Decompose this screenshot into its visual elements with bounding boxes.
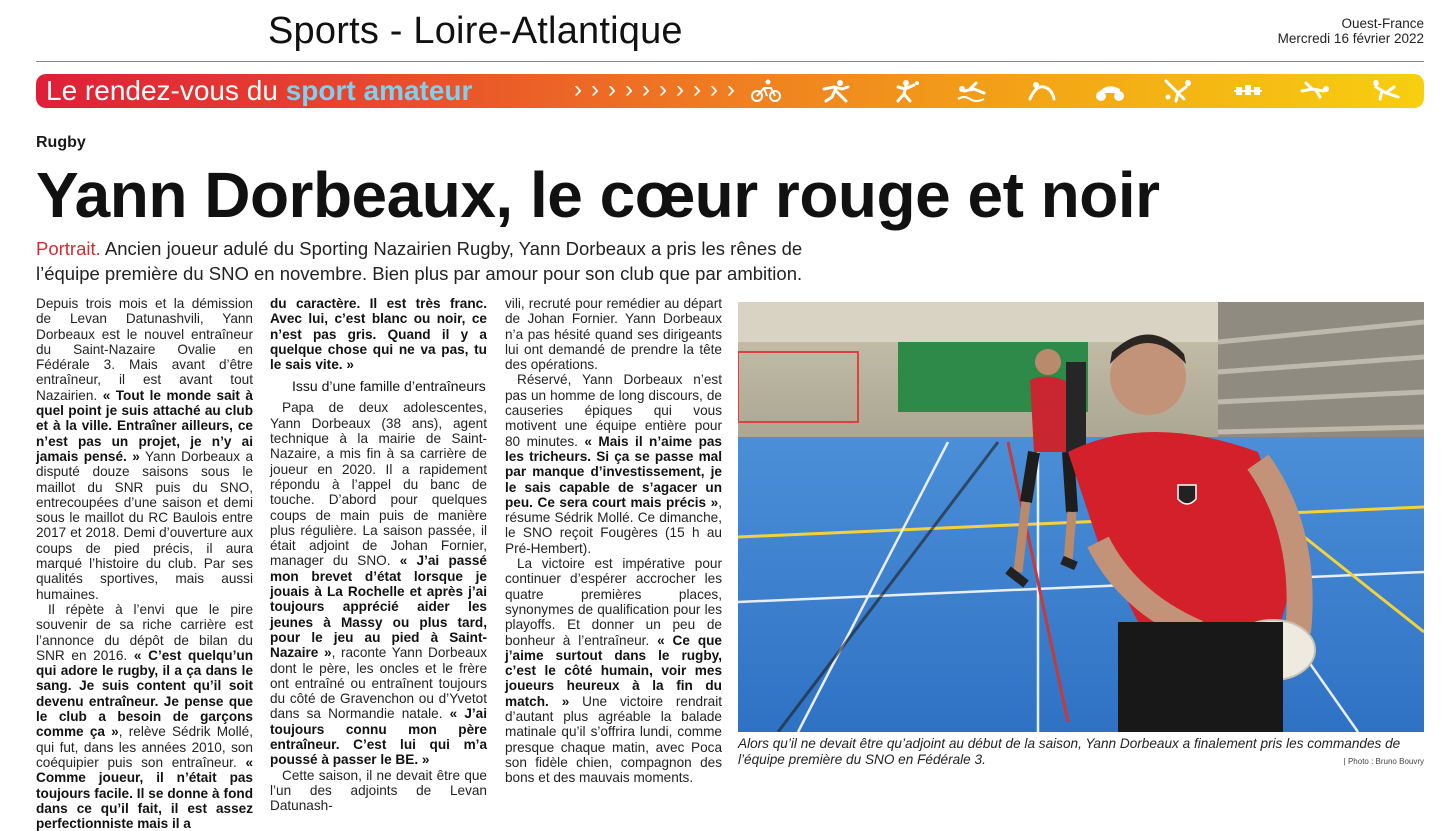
paragraph: Depuis trois mois et la démission de Levan Datunashvili, Yann Dorbeaux est le nouvel entraîneur du Saint-Nazaire Ovalie en Fédérale 3. Mais avant d’être entraîneur, il est avant tout Nazairien. « Tout le monde sait à quel point je suis attaché au club et à la ville. Entraîner ailleurs, ce n’est pas un projet, je n’y ai jamais pensé. » Yann Dorbeaux a disputé douze saisons sous le maillot du SNR puis du SNO, entrecoupées d’une saison et demi sous le maillot du RC Baulois entre 2017 et 2018. Demi d’ouverture aux coups de pied précis, il aura marqué l’histoire du club. Par ses qualités sportives, mais aussi humaines.: [36, 296, 254, 602]
volleyball-icon: [1370, 79, 1402, 103]
article-kicker: Rugby: [36, 134, 86, 151]
diver-icon: [1300, 79, 1332, 103]
gymnast-icon: [1026, 79, 1058, 103]
article-standfirst: [36, 236, 826, 286]
article-column-3: [505, 296, 722, 786]
standfirst-text: Ancien joueur adulé du Sporting Nazairien Rugby, Yann Dorbeaux a pris les rênes de l’équipe première du SNO en novembre. Bien plus par amour pour son club que par ambition.: [36, 238, 803, 284]
standfirst-label: Portrait.: [36, 238, 101, 259]
banner-chevrons: ››››››››››: [574, 76, 744, 103]
paragraph: Il répète à l’envi que le pire souvenir de sa riche carrière est l’annonce du dépôt de bilan du SNR en 2016. « C’est quelqu’un qui adore le rugby, il a ça dans le sang. Je suis content qu’il soit devenu entraîneur. Je pense que le club a besoin de garçons comme ça », relève Sédrik Mollé, qui fut, dans les années 2010, son coéquipier puis son entraîneur. « Comme joueur, il n’était pas toujours facile. Il se donne à fond dans ce qu’il fait, il est assez perfectionniste mais il a: [36, 601, 253, 831]
tennis-icon: [890, 79, 922, 103]
motorbike-icon: [1094, 79, 1126, 103]
table-football-icon: [1232, 79, 1264, 103]
publication-info: [1278, 16, 1424, 46]
paragraph: Papa de deux adolescentes, Yann Dorbeaux (38 ans), agent technique à la mairie de Saint-Nazaire, a mis fin à sa carrière de joueur en 2020. Il a rapidement répondu à l’appel du banc de touche. D’abord pour quelques coups de main puis de manière plus régulière. La saison passée, il était adjoint de Johan Fornier, manager du SNO. « J’ai passé mon brevet d’état lorsque je jouais à La Rochelle et après j’ai toujours apprécié aider les jeunes à Massy ou plus tard, pour le jeu au pied à Saint-Nazaire », raconte Yann Dorbeaux dont le père, les oncles et le frère ont entraîné ou entraînent toujours du côté de Gravenchon ou d’Yvetot dans sa Normandie natale. « J’ai toujours connu mon père entraîneur. C’est lui qui m’a poussé à passer le BE. »: [270, 400, 487, 768]
article-headline: Yann Dorbeaux, le cœur rouge et noir: [36, 159, 1160, 231]
photo-caption: Alors qu’il ne devait être qu’adjoint au début de la saison, Yann Dorbeaux a finalement pris les commandes de l’équipe première du SNO en Fédérale 3.: [738, 736, 1401, 767]
cycling-icon: [750, 79, 782, 103]
header-rule: [36, 61, 1424, 62]
goalkeeper-icon: [1164, 79, 1196, 103]
swimmer-icon: [956, 79, 988, 103]
photo-credit: | Photo : Bruno Bouvry: [1343, 757, 1424, 766]
banner-lead: Le rendez-vous du: [46, 75, 278, 106]
paragraph: La victoire est impérative pour continuer d’espérer accrocher les quatre premières places, synonymes de qualification pour les playoffs. Et donner un peu de bonheur à l’entraîneur. « Ce que j’aime surtout dans le rugby, c’est le côté humain, voir mes joueurs heureux à la fin du match. » Une victoire rendrait d’autant plus agréable la balade matinale qu’il s’offrira lundi, comme presque chaque matin, avec Poca son fidèle chien, compagnon des bons et des mauvais moments.: [505, 556, 722, 786]
article-photo: [738, 302, 1424, 732]
article-column-1: [36, 296, 253, 831]
paragraph: Réservé, Yann Dorbeaux n’est pas un homme de long discours, de causeries épiques qui vous motivent une équipe entière pour 80 minutes. « Mais il n’aime pas les tricheurs. Si ça se passe mal par manque d’investissement, je le sais capable de s’agacer un peu. Ce sera court mais précis », résume Sédrik Mollé. Ce dimanche, le SNO reçoit Fougères (15 h au Pré-Hembert).: [505, 372, 722, 556]
publication-date: Mercredi 16 février 2022: [1277, 31, 1424, 46]
article-subhead: Issu d’une famille d’entraîneurs: [292, 378, 486, 395]
sport-amateur-banner: [36, 74, 1424, 108]
sprinter-icon: [820, 79, 852, 103]
publication-name: Ouest-France: [1341, 16, 1424, 31]
paragraph: Cette saison, il ne devait être que l’un des adjoints de Levan Datunash-: [270, 767, 487, 814]
banner-accent: sport amateur: [285, 75, 473, 106]
section-title: Sports - Loire-Atlantique: [268, 10, 683, 52]
article-column-2: [270, 296, 487, 814]
paragraph: vili, recruté pour remédier au départ de Johan Fornier. Yann Dorbeaux n’a pas hésité quand ses dirigeants lui ont demandé de prendre la tête des opérations.: [505, 296, 722, 373]
paragraph: du caractère. Il est très franc. Avec lui, c’est blanc ou noir, ce n’est pas gris. Quand il y a quelque chose qui ne va pas, tu le sais vite. »: [270, 296, 487, 373]
